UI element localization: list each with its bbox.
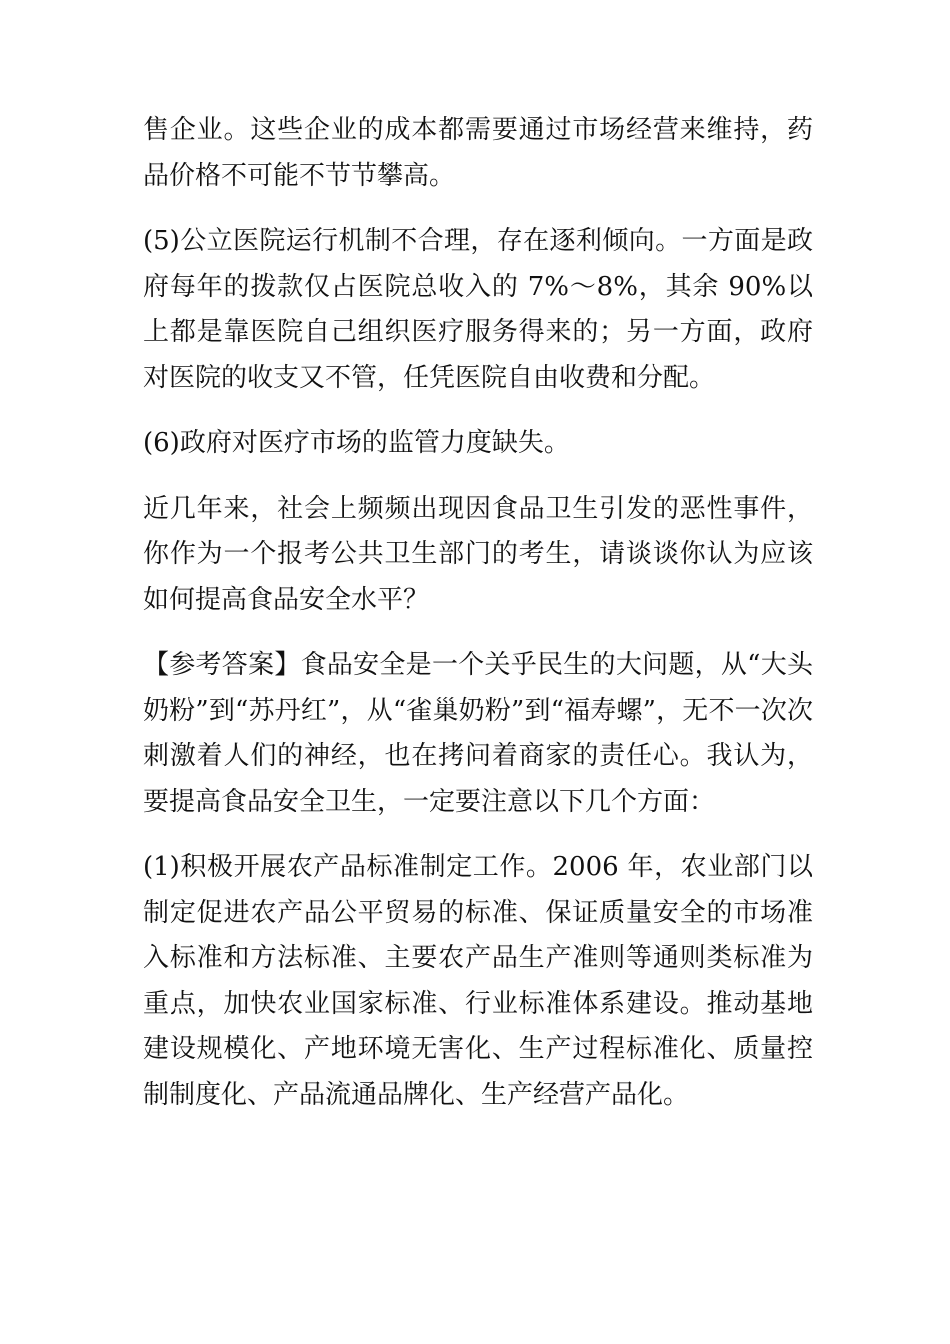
paragraph-item-1-standards: (1)积极开展农产品标准制定工作。2006 年，农业部门以制定促进农产品公平贸易的标准、保证质量安全的市场准入标准和方法标准、主要农产品生产准则等通则类标准为重点，加快农业国家标准、行业标准体系建设。推动基地建设规模化、产地环境无害化、生产过程标准化、质量控制制度化、产品流通品牌化、生产经营产品化。	[143, 852, 813, 1110]
paragraph-item-5-hospital-mechanism: (5)公立医院运行机制不合理，存在逐利倾向。一方面是政府每年的拨款仅占医院总收入的 7%～8%，其余 90%以上都是靠医院自己组织医疗服务得来的；另一方面，政府对医院的收支又不管，任凭医院自由收费和分配。	[143, 226, 813, 393]
document-body	[143, 108, 813, 1118]
paragraph-cost-continuation: 售企业。这些企业的成本都需要通过市场经营来维持，药品价格不可能不节节攀高。	[143, 115, 813, 191]
paragraph-item-6-regulation: (6)政府对医疗市场的监管力度缺失。	[143, 428, 570, 458]
paragraph-reference-answer: 【参考答案】食品安全是一个关乎民生的大问题，从“大头奶粉”到“苏丹红”，从“雀巢奶粉”到“福寿螺”，无不一次次刺激着人们的神经，也在拷问着商家的责任心。我认为，要提高食品安全卫生，一定要注意以下几个方面：	[143, 650, 813, 817]
paragraph-question: 近几年来，社会上频频出现因食品卫生引发的恶性事件，你作为一个报考公共卫生部门的考生，请谈谈你认为应该如何提高食品安全水平？	[143, 493, 813, 615]
